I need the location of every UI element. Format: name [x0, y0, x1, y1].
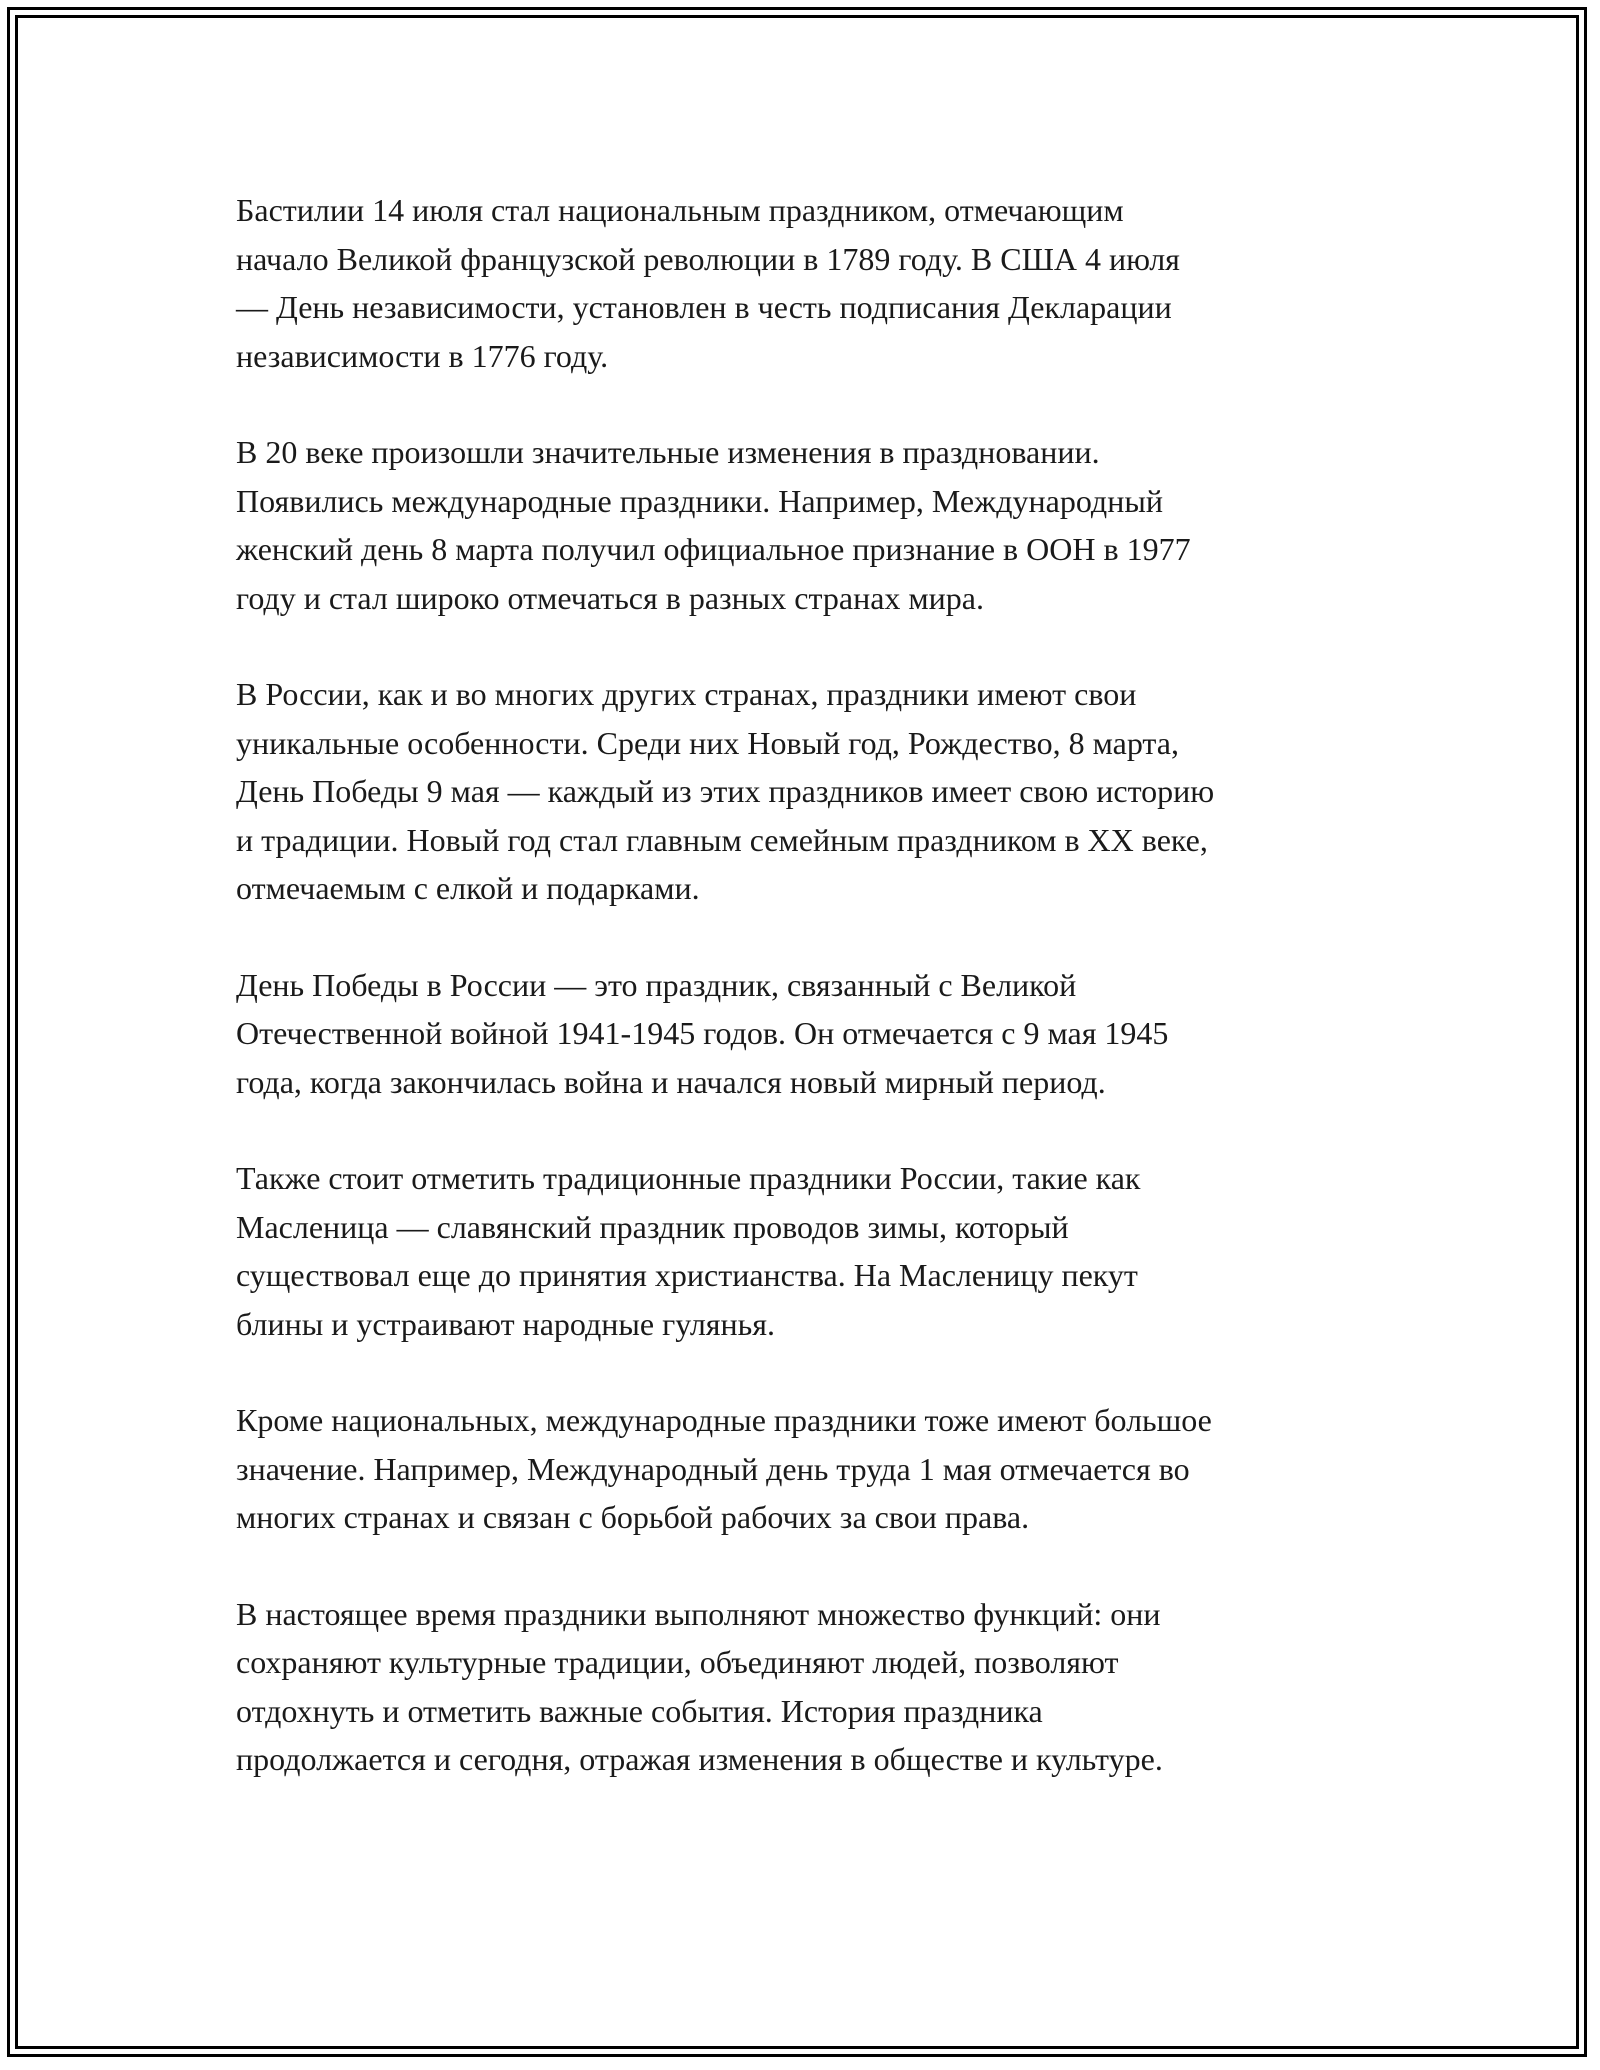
paragraph-bastille	[236, 186, 1376, 380]
text-line: отмечаемым с елкой и подарками.	[236, 870, 700, 906]
text-line: Масленица — славянский праздник проводов зимы, который	[236, 1208, 1069, 1245]
text-line: В России, как и во многих других странах, праздники имеют свои	[236, 676, 1137, 712]
text-line: женский день 8 марта получил официальное признание в ООН в 1977	[236, 531, 1191, 567]
text-line: — День независимости, установлен в честь подписания Декларации	[236, 289, 1172, 325]
text-line: Бастилии 14 июля стал национальным праздником, отмечающим	[236, 192, 1124, 228]
text-line: года, когда закончилась война и начался новый мирный период.	[236, 1063, 1106, 1100]
text-line: значение. Например, Международный день труда 1 мая отмечается во	[236, 1450, 1190, 1487]
text-line: независимости в 1776 году.	[236, 337, 609, 374]
paragraph-maslenitsa	[236, 1154, 1376, 1348]
text-line: День Победы 9 мая — каждый из этих праздников имеет свою историю	[236, 773, 1215, 809]
text-line: блины и устраивают народные гулянья.	[236, 1305, 775, 1342]
text-line: В 20 веке произошли значительные изменения в праздновании.	[236, 434, 1100, 470]
text-line: и традиции. Новый год стал главным семейным праздником в XX веке,	[236, 821, 1208, 858]
text-line: уникальные особенности. Среди них Новый год, Рождество, 8 марта,	[236, 724, 1179, 761]
text-line: году и стал широко отмечаться в разных странах мира.	[236, 579, 984, 616]
document-body	[236, 186, 1376, 1832]
paragraph-international-holidays	[236, 1396, 1376, 1542]
text-line: Кроме национальных, международные праздники тоже имеют большое	[236, 1402, 1212, 1438]
text-line: начало Великой французской революции в 1789 году. В США 4 июля	[236, 240, 1180, 277]
text-line: существовал еще до принятия христианства. На Масленицу пекут	[236, 1257, 1138, 1293]
paragraph-present-day	[236, 1590, 1376, 1784]
text-line: многих странах и связан с борьбой рабочих за свои права.	[236, 1499, 1030, 1535]
paragraph-victory-day	[236, 961, 1376, 1107]
text-line: Появились международные праздники. Например, Международный	[236, 482, 1163, 519]
text-line: Отечественной войной 1941-1945 годов. Он отмечается с 9 мая 1945	[236, 1015, 1169, 1051]
text-line: сохраняют культурные традиции, объединяют людей, позволяют	[236, 1644, 1119, 1680]
text-line: День Победы в России — это праздник, связанный с Великой	[236, 966, 1077, 1003]
text-line: продолжается и сегодня, отражая изменения в обществе и культуре.	[236, 1741, 1163, 1777]
text-line: В настоящее время праздники выполняют множество функций: они	[236, 1595, 1161, 1632]
text-line: Также стоит отметить традиционные праздники России, такие как	[236, 1160, 1141, 1196]
text-line: отдохнуть и отметить важные события. История праздника	[236, 1692, 1043, 1729]
paragraph-russia-holidays	[236, 670, 1376, 913]
paragraph-20th-century	[236, 428, 1376, 622]
